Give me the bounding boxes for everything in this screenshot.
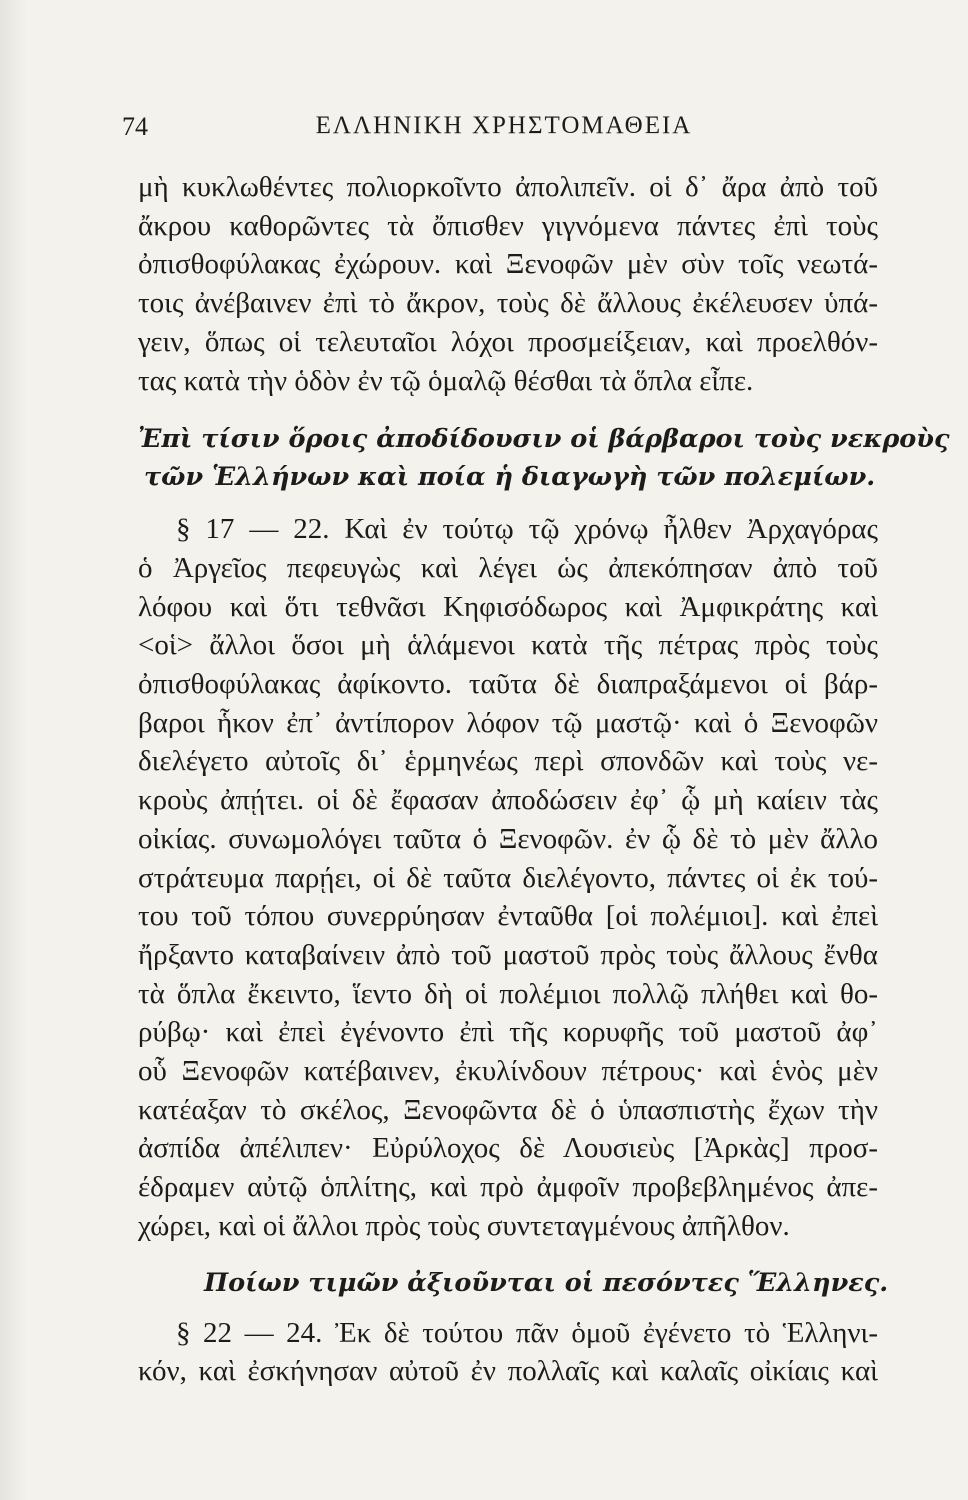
page-number: 74 xyxy=(122,112,148,141)
text-line: κόν, καὶ ἐσκήνησαν αὐτοῦ ἐν πολλαῖς καὶ καλαῖς οἰκίαις καὶ xyxy=(138,1355,878,1388)
running-title: ΕΛΛΗΝΙΚΗ ΧΡΗΣΤΟΜΑΘΕΙΑ xyxy=(315,112,693,139)
text-line: ἄκρου καθορῶντες τὰ ὄπισθεν γιγνόμενα πάντες ἐπὶ τοὺς xyxy=(138,209,878,242)
text-line: τας κατὰ τὴν ὁδὸν ἐν τῷ ὁμαλῷ θέσθαι τὰ ὅπλα εἶπε. xyxy=(138,364,754,397)
paragraph-2 xyxy=(138,510,878,1245)
text-line: στράτευμα παρῄει, οἱ δὲ ταῦτα διελέγοντο, πάντες οἱ ἐκ τού- xyxy=(138,861,878,894)
heading-line: Ἐπὶ τίσιν ὅροις ἀποδίδουσιν οἱ βάρβαροι τοὺς νεκροὺς xyxy=(138,424,950,455)
page-body xyxy=(138,168,950,1391)
text-line: τὰ ὅπλα ἔκειντο, ἵεντο δὴ οἱ πολέμιοι πολλῷ πλήθει καὶ θο- xyxy=(138,977,878,1010)
section-heading-1 xyxy=(138,420,950,496)
text-line: ὀπισθοφύλακας ἐχώρουν. καὶ Ξενοφῶν μὲν σὺν τοῖς νεωτά- xyxy=(138,248,878,281)
text-line: χώρει, καὶ οἱ ἄλλοι πρὸς τοὺς συντεταγμένους ἀπῆλθον. xyxy=(138,1209,790,1242)
text-line: διελέγετο αὐτοῖς δι᾽ ἑρμηνέως περὶ σπονδῶν καὶ τοὺς νε- xyxy=(138,745,878,778)
text-line: § 22 — 24. Ἐκ δὲ τούτου πᾶν ὁμοῦ ἐγένετο τὸ Ἑλληνι- xyxy=(176,1316,878,1349)
text-line: τοις ἀνέβαινεν ἐπὶ τὸ ἄκρον, τοὺς δὲ ἄλλους ἐκέλευσεν ὑπά- xyxy=(138,287,878,320)
text-line: του τοῦ τόπου συνερρύησαν ἐνταῦθα [οἱ πολέμιοι]. καὶ ἐπεὶ xyxy=(138,900,878,933)
text-line: ἀσπίδα ἀπέλιπεν· Εὐρύλοχος δὲ Λουσιεὺς [Ἀρκὰς] προσ- xyxy=(138,1132,878,1165)
text-line: μὴ κυκλωθέντες πολιορκοῖντο ἀπολιπεῖν. οἱ δ᾽ ἄρα ἀπὸ τοῦ xyxy=(138,171,878,203)
heading-line: τῶν Ἑλλήνων καὶ ποία ἡ διαγωγὴ τῶν πολεμίων. xyxy=(144,462,876,493)
text-line: ἤρξαντο καταβαίνειν ἀπὸ τοῦ μαστοῦ πρὸς τοὺς ἄλλους ἔνθα xyxy=(138,938,878,971)
text-line: οἰκίας. συνωμολόγει ταῦτα ὁ Ξενοφῶν. ἐν ᾧ δὲ τὸ μὲν ἄλλο xyxy=(138,822,878,855)
paragraph-3 xyxy=(138,1314,878,1391)
paragraph-1 xyxy=(138,168,878,400)
text-line: ρύβῳ· καὶ ἐπεὶ ἐγένοντο ἐπὶ τῆς κορυφῆς τοῦ μαστοῦ ἀφ᾽ xyxy=(138,1016,878,1049)
text-line: γειν, ὅπως οἱ τελευταῖοι λόχοι προσμείξειαν, καὶ προελθόν- xyxy=(138,325,878,358)
text-line: <οἱ> ἄλλοι ὅσοι μὴ ἁλάμενοι κατὰ τῆς πέτρας πρὸς τοὺς xyxy=(138,629,878,662)
page-header xyxy=(122,112,886,152)
text-line: λόφου καὶ ὅτι τεθνᾶσι Κηφισόδωρος καὶ Ἀμφικράτης καὶ xyxy=(138,590,878,623)
text-line: ὁ Ἀργεῖος πεφευγὼς καὶ λέγει ὡς ἀπεκόπησαν ἀπὸ τοῦ xyxy=(138,551,878,584)
text-line: κατέαξαν τὸ σκέλος, Ξενοφῶντα δὲ ὁ ὑπασπιστὴς ἔχων τὴν xyxy=(138,1093,878,1126)
text-line: βαροι ἧκον ἐπ᾽ ἀντίπορον λόφον τῷ μαστῷ· καὶ ὁ Ξενοφῶν xyxy=(138,706,878,739)
text-line: ὀπισθοφύλακας ἀφίκοντο. ταῦτα δὲ διαπραξάμενοι οἱ βάρ- xyxy=(138,668,878,701)
section-heading-2 xyxy=(138,1264,889,1302)
text-line: οὗ Ξενοφῶν κατέβαινεν, ἐκυλίνδουν πέτρους· καὶ ἑνὸς μὲν xyxy=(138,1055,878,1088)
text-line: έδραμεν αὐτῷ ὁπλίτης, καὶ πρὸ ἀμφοῖν προβεβλημένος ἀπε- xyxy=(138,1171,878,1204)
text-line: § 17 — 22. Καὶ ἐν τούτῳ τῷ χρόνῳ ἦλθεν Ἀρχαγόρας xyxy=(176,513,878,546)
heading-line: Ποίων τιμῶν ἀξιοῦνται οἱ πεσόντες Ἕλληνες. xyxy=(204,1267,889,1298)
text-line: κροὺς ἀπῄτει. οἱ δὲ ἔφασαν ἀποδώσειν ἐφ᾽ ᾧ μὴ καίειν τὰς xyxy=(138,784,878,817)
